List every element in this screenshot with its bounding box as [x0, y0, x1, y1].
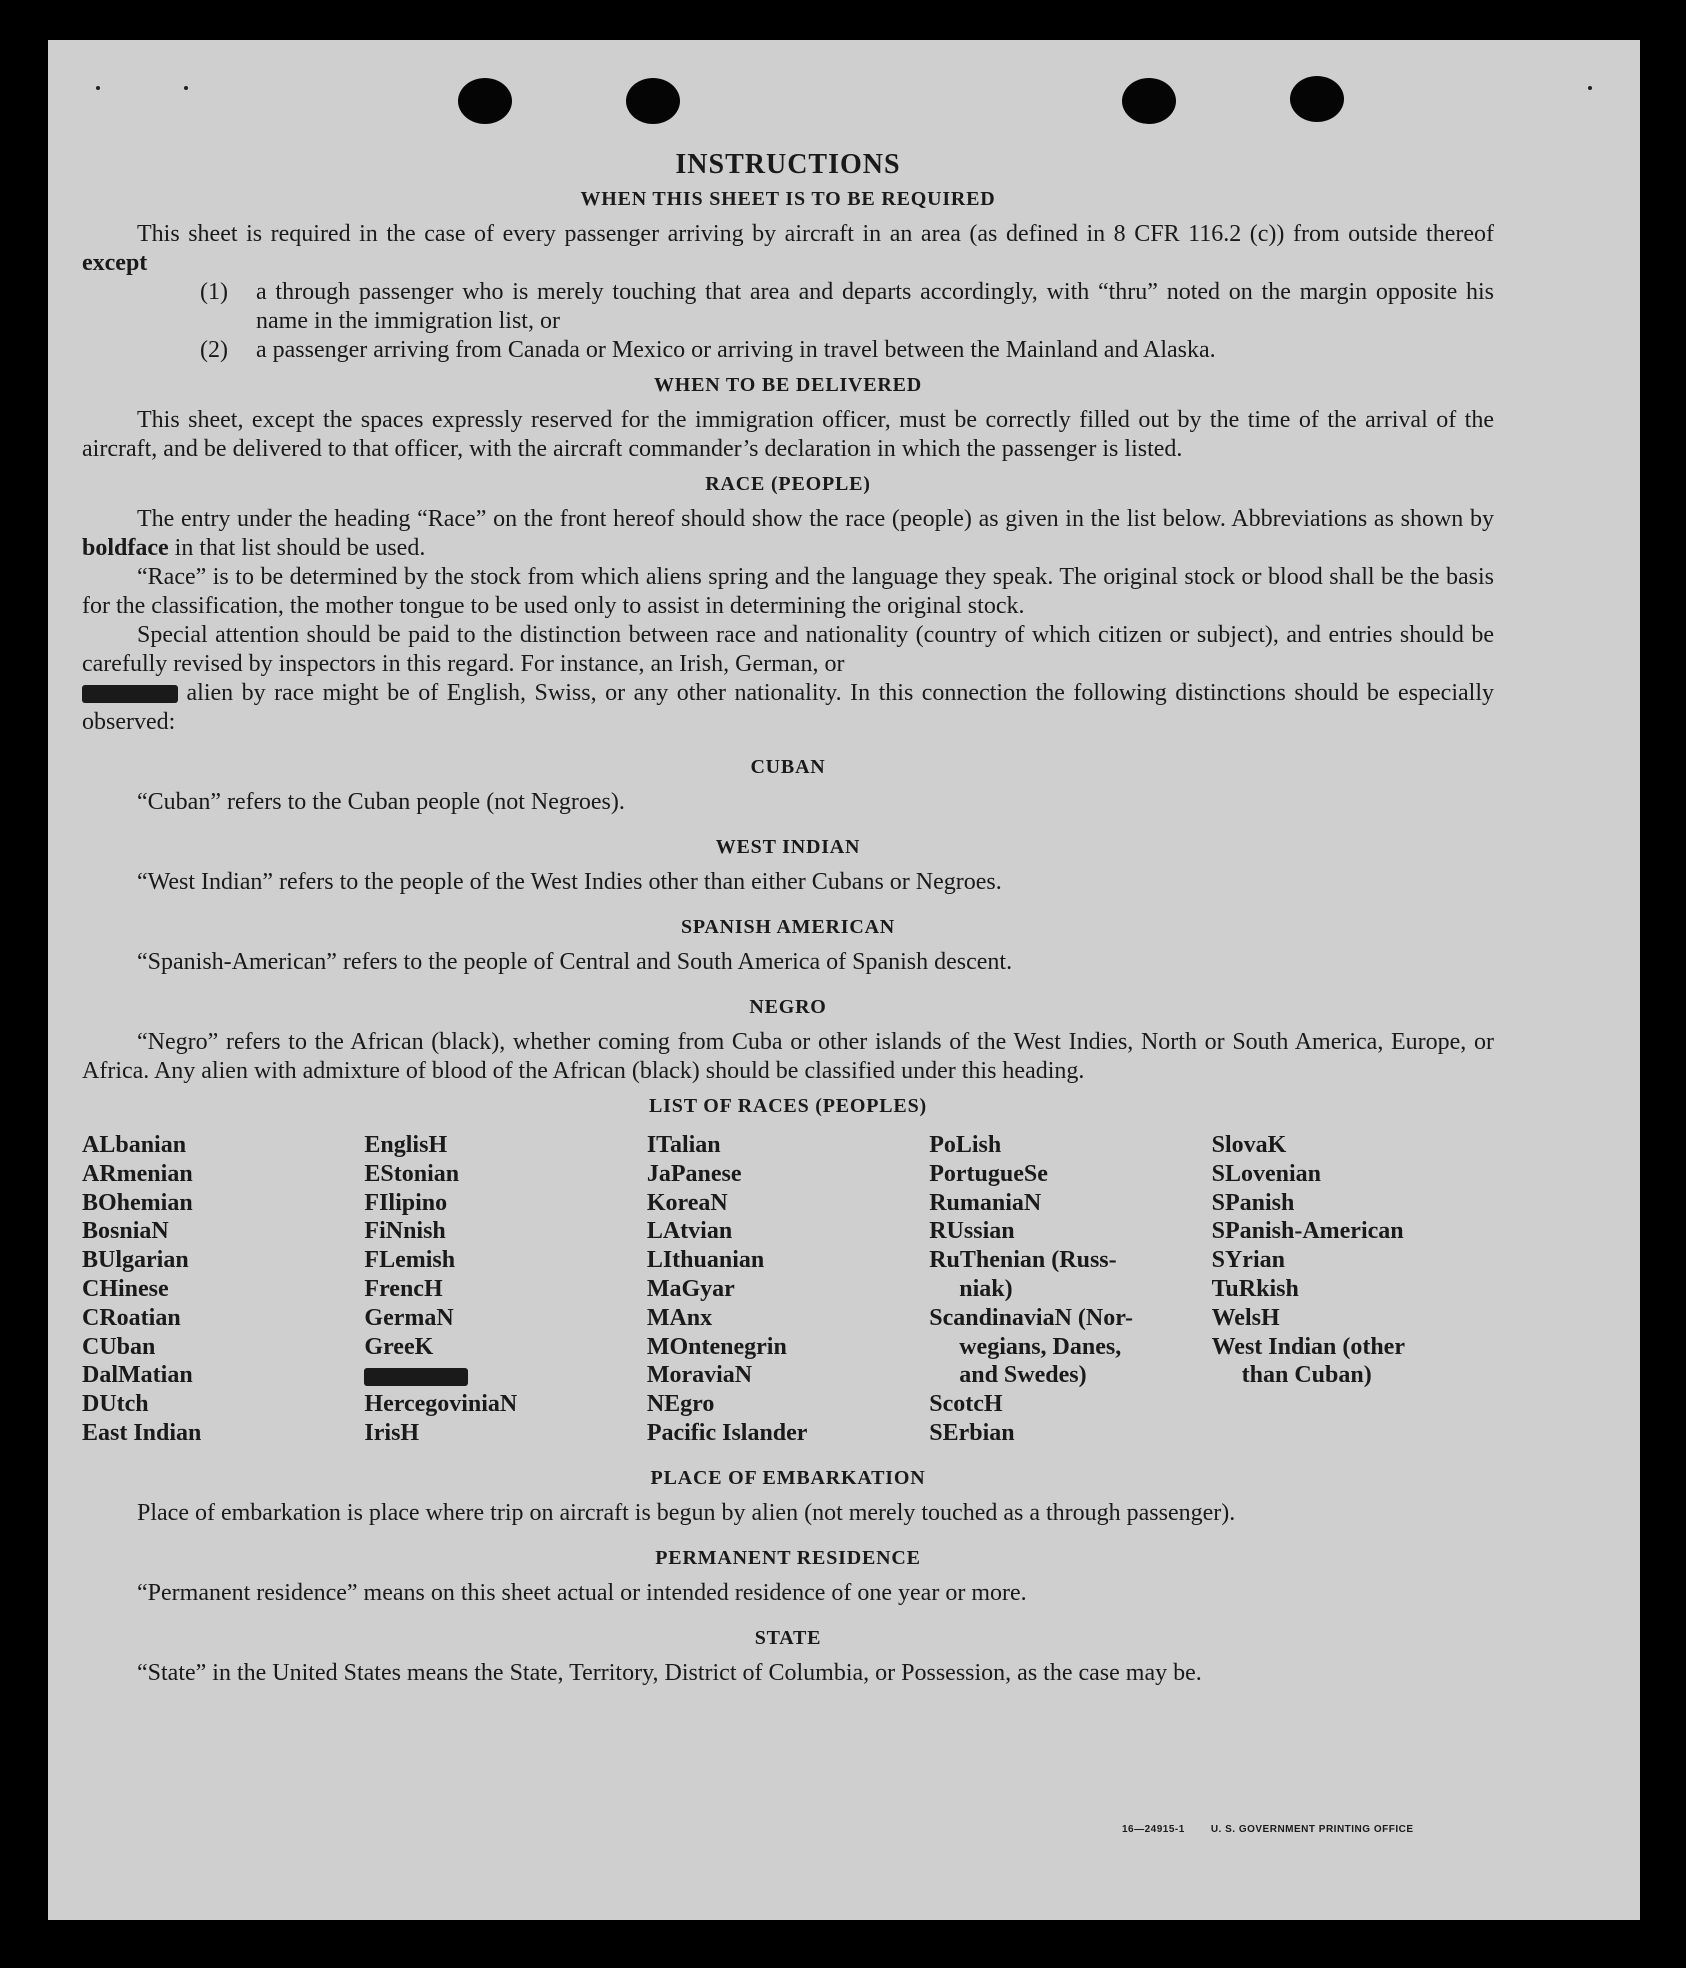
paragraph: “Permanent residence” means on this sheet actual or intended residence of one year or more.	[137, 1579, 1027, 1606]
race-entry	[364, 1361, 646, 1390]
race-entry: East Indian	[82, 1419, 202, 1446]
race-entry: GermaN	[364, 1304, 454, 1331]
race-entry: BUlgarian	[82, 1247, 189, 1274]
race-entry: ScandinaviaN (Nor-	[929, 1304, 1134, 1331]
bold-text: boldface	[82, 535, 169, 561]
race-list	[82, 1131, 1494, 1448]
race-entry: LIthuanian	[646, 1247, 765, 1274]
race-column	[82, 1131, 364, 1448]
race-entry: TuRkish	[1211, 1275, 1299, 1302]
section-heading: PERMANENT RESIDENCE	[655, 1546, 921, 1569]
race-entry: WelsH	[1211, 1304, 1280, 1331]
paragraph-text: in that list should be used.	[168, 535, 426, 561]
race-entry: SErbian	[929, 1419, 1015, 1446]
race-entry: LAtvian	[646, 1218, 733, 1245]
section-heading: STATE	[754, 1626, 822, 1649]
section-heading: NEGRO	[749, 996, 827, 1018]
section-heading: PLACE OF EMBARKATION	[650, 1466, 926, 1489]
race-entry: RuThenian (Russ-	[929, 1247, 1117, 1274]
punch-hole	[626, 78, 680, 124]
race-entry: niak)	[959, 1275, 1013, 1302]
speck	[1588, 86, 1592, 90]
section-heading: WHEN TO BE DELIVERED	[653, 374, 923, 396]
paragraph: “Cuban” refers to the Cuban people (not Negroes).	[137, 789, 625, 815]
race-entry: ITalian	[646, 1132, 721, 1158]
speck	[184, 86, 188, 90]
paragraph: This sheet, except the spaces expressly reserved for the immigration officer, must be correctly filled out by the time of the arrival of the aircraft, and be delivered to that officer, with the aircraft commander’s declaration in which the passenger is listed.	[82, 407, 1494, 462]
paragraph: “Race” is to be determined by the stock from which aliens spring and the language they speak. The original stock or blood shall be the basis for the classification, the mother tongue to be used only to assist in determining the original stock.	[82, 564, 1494, 619]
paragraph: “Spanish-American” refers to the people of Central and South America of Spanish descent.	[137, 949, 1013, 975]
paragraph-text: alien by race might be of English, Swiss, or any other nationality. In this connection the following distinctions should be especially observed:	[82, 680, 1494, 735]
race-entry: Pacific Islander	[646, 1419, 808, 1446]
race-entry: JaPanese	[646, 1160, 742, 1187]
race-entry: IrisH	[364, 1419, 420, 1446]
item-text: a passenger arriving from Canada or Mexico or arriving in travel between the Mainland and Alaska.	[256, 337, 1216, 363]
item-number: (2)	[200, 337, 228, 363]
race-entry: MOntenegrin	[646, 1333, 787, 1360]
paragraph: “State” in the United States means the State, Territory, District of Columbia, or Possession, as the case may be.	[137, 1659, 1202, 1686]
section-heading: LIST OF RACES (PEOPLES)	[649, 1095, 927, 1117]
punch-hole	[1290, 76, 1344, 122]
race-entry: FIlipino	[364, 1189, 448, 1216]
section-heading: SPANISH AMERICAN	[680, 916, 896, 938]
paragraph: “Negro” refers to the African (black), whether coming from Cuba or other islands of the West Indies, North or South America, Europe, or Africa. Any alien with admixture of blood of the African (black) should be classified under this heading.	[82, 1029, 1494, 1084]
paragraph-text: Special attention should be paid to the distinction between race and nationality (country of which citizen or subject), and entries should be carefully revised by inspectors in this regard. For instance, an Irish, German, or	[82, 622, 1494, 677]
race-entry: NEgro	[646, 1391, 715, 1418]
race-column	[1212, 1131, 1494, 1448]
race-entry: DalMatian	[82, 1362, 193, 1389]
race-entry: than Cuban)	[1241, 1362, 1372, 1389]
race-entry: PoLish	[929, 1132, 1002, 1158]
race-entry: BOhemian	[82, 1189, 193, 1216]
document-sheet	[48, 40, 1640, 1920]
race-column	[647, 1131, 929, 1448]
redaction-mark	[82, 685, 178, 703]
race-entry: BosniaN	[82, 1218, 169, 1245]
page-title: INSTRUCTIONS	[675, 149, 901, 180]
race-entry: MAnx	[646, 1304, 713, 1331]
race-entry: KoreaN	[646, 1189, 728, 1216]
race-entry: RumaniaN	[929, 1189, 1042, 1216]
race-entry: GreeK	[364, 1333, 434, 1360]
race-entry: SPanish-American	[1211, 1218, 1404, 1245]
paragraph: Place of embarkation is place where trip on aircraft is begun by alien (not merely touched as a through passenger).	[137, 1499, 1236, 1526]
race-column	[929, 1131, 1211, 1448]
list-item	[200, 336, 1494, 365]
race-entry: SPanish	[1211, 1189, 1295, 1216]
race-entry: ARmenian	[82, 1160, 193, 1187]
race-entry: DUtch	[82, 1391, 149, 1418]
list-item	[200, 278, 1494, 336]
race-column	[364, 1131, 646, 1448]
race-entry: FiNnish	[364, 1218, 446, 1245]
race-entry: ALbanian	[82, 1132, 187, 1158]
race-entry: SlovaK	[1211, 1132, 1287, 1158]
race-entry: CHinese	[82, 1275, 169, 1302]
race-entry: SLovenian	[1211, 1160, 1321, 1187]
paragraph	[82, 621, 1494, 737]
section-heading: WEST INDIAN	[715, 836, 861, 858]
section-heading: WHEN THIS SHEET IS TO BE REQUIRED	[580, 188, 996, 210]
race-entry: PortugueSe	[929, 1160, 1048, 1187]
race-entry: and Swedes)	[959, 1362, 1087, 1389]
race-entry: CRoatian	[82, 1304, 181, 1331]
race-entry: MaGyar	[646, 1275, 735, 1302]
form-number: 16—24915-1	[1122, 1824, 1185, 1835]
section-heading: RACE (PEOPLE)	[705, 473, 871, 495]
race-entry: FLemish	[364, 1247, 456, 1274]
item-text: a through passenger who is merely touching that area and departs accordingly, with “thru” noted on the margin opposite his name in the immigration list, or	[256, 279, 1494, 334]
race-entry: wegians, Danes,	[959, 1333, 1122, 1360]
instructions-body	[82, 150, 1494, 1688]
paragraph: “West Indian” refers to the people of the West Indies other than either Cubans or Negroes.	[137, 869, 1002, 895]
race-entry: West Indian (other	[1211, 1333, 1405, 1360]
paragraph-text: The entry under the heading “Race” on the front hereof should show the race (people) as given in the list below. Abbreviations as shown by	[137, 506, 1494, 532]
speck	[96, 86, 100, 90]
race-entry: EnglisH	[364, 1132, 448, 1158]
punch-hole	[1122, 78, 1176, 124]
race-entry: CUban	[82, 1333, 156, 1360]
race-entry: SYrian	[1211, 1247, 1285, 1274]
item-number: (1)	[200, 279, 228, 305]
redaction-mark	[364, 1368, 468, 1386]
paragraph-text: This sheet is required in the case of every passenger arriving by aircraft in an area (as defined in 8 CFR 116.2 (c)) from outside thereof	[137, 221, 1494, 247]
race-entry: HercegoviniaN	[364, 1391, 518, 1418]
race-entry: EStonian	[364, 1160, 460, 1187]
race-entry: MoraviaN	[646, 1362, 753, 1389]
race-entry: ScotcH	[929, 1391, 1003, 1418]
race-entry: FrencH	[364, 1275, 443, 1302]
paragraph	[82, 220, 1494, 278]
printer-credit: U. S. GOVERNMENT PRINTING OFFICE	[1210, 1824, 1414, 1835]
paragraph	[82, 505, 1494, 563]
race-entry: RUssian	[929, 1218, 1015, 1245]
bold-text: except	[82, 250, 148, 276]
punch-hole	[458, 78, 512, 124]
section-heading: CUBAN	[750, 756, 826, 778]
print-footer	[1122, 1824, 1440, 1835]
